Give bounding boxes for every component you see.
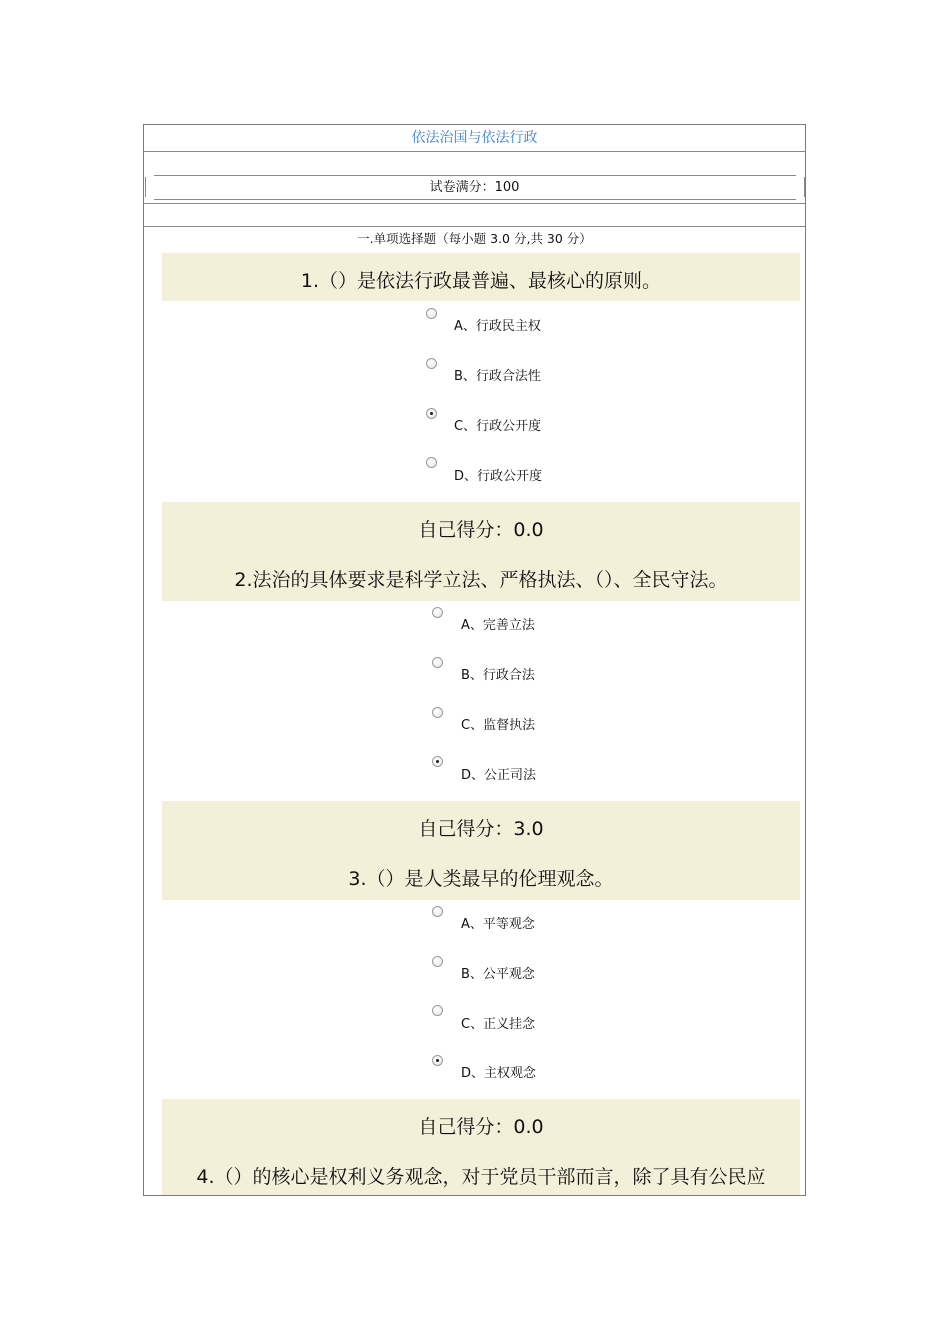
radio-option[interactable]: [426, 408, 437, 419]
option-label: D、公正司法: [461, 768, 537, 783]
score-text: 自己得分：0.0: [418, 1116, 544, 1138]
option-label: A、平等观念: [461, 917, 535, 932]
section-title: 一.单项选择题（每小题 3.0 分,共 30 分）: [357, 231, 592, 246]
radio-option[interactable]: [426, 457, 437, 468]
radio-option[interactable]: [432, 906, 443, 917]
option-label: A、完善立法: [461, 618, 535, 633]
radio-option[interactable]: [432, 1055, 443, 1066]
option-label: C、正义挂念: [461, 1017, 536, 1032]
radio-option[interactable]: [432, 707, 443, 718]
radio-option[interactable]: [426, 358, 437, 369]
question-text: 2.法治的具体要求是科学立法、严格执法、（）、全民守法。: [234, 569, 728, 591]
option-label: B、行政合法: [461, 668, 535, 683]
question-band: [162, 1099, 800, 1196]
radio-option[interactable]: [432, 1005, 443, 1016]
question-text: 3.（）是人类最早的伦理观念。: [348, 868, 614, 890]
option-label: B、公平观念: [461, 967, 535, 982]
question-band: [162, 801, 800, 900]
option-label: D、行政公开度: [454, 469, 543, 484]
question-band: [162, 502, 800, 601]
option-label: C、监督执法: [461, 718, 536, 733]
exam-title: 依法治国与依法行政: [411, 130, 538, 146]
score-text: 自己得分：0.0: [418, 519, 544, 541]
radio-option[interactable]: [432, 657, 443, 668]
divider: [144, 226, 806, 227]
option-label: B、行政合法性: [454, 369, 541, 384]
divider: [144, 203, 806, 204]
score-text: 自己得分：3.0: [418, 818, 544, 840]
full-score: 试卷满分：100: [429, 180, 520, 195]
exam-frame: [143, 124, 806, 1196]
divider: [154, 175, 796, 176]
divider: [154, 199, 796, 200]
question-band: [162, 253, 800, 301]
radio-option[interactable]: [432, 956, 443, 967]
option-label: A、行政民主权: [454, 319, 541, 334]
question-text: 1.（）是依法行政最普遍、最核心的原则。: [300, 270, 662, 292]
radio-option[interactable]: [432, 756, 443, 767]
radio-option[interactable]: [426, 308, 437, 319]
option-label: C、行政公开度: [454, 419, 542, 434]
divider: [144, 151, 806, 152]
option-label: D、主权观念: [461, 1066, 537, 1081]
question-text: 4.（）的核心是权利义务观念，对于党员干部而言，除了具有公民应: [196, 1166, 766, 1188]
radio-option[interactable]: [432, 607, 443, 618]
